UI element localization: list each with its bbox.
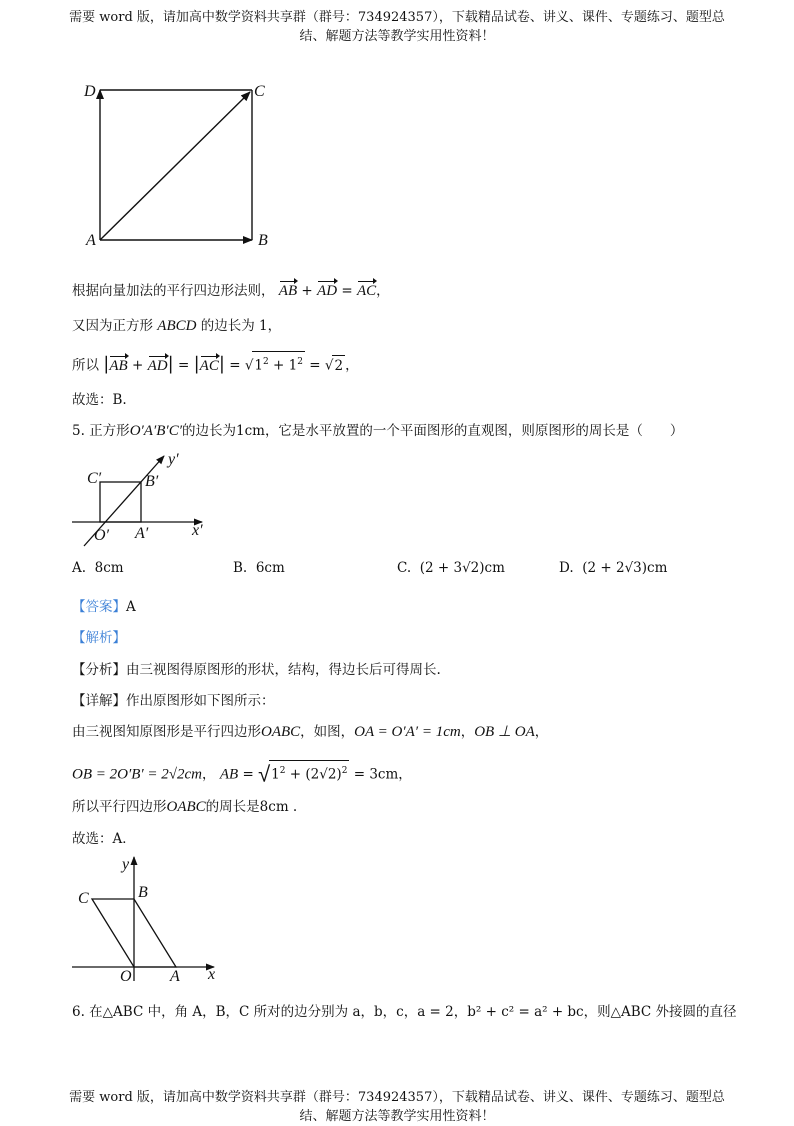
- q6-stem: 6. 在△ABC 中，角 A，B，C 所对的边分别为 a，b，c，a = 2，b² + c² = a² + bc，则△ABC 外接圆的直径: [72, 1004, 737, 1020]
- label-a: A: [86, 232, 96, 249]
- q4-answer: 故选：B.: [72, 392, 127, 408]
- label-a: A: [170, 968, 180, 985]
- header-line-1: 需要 word 版，请加高中数学资料共享群（群号：734924357），下载精品试卷、讲义、课件、专题练习、题型总: [69, 10, 725, 25]
- label-x: x: [208, 966, 216, 983]
- figure-parallelogram: [72, 855, 222, 985]
- solution-line-1: 由三视图知原图形是平行四边形OABC，如图，OA = O′A′ = 1cm，OB ⊥ OA，: [72, 724, 549, 740]
- figure-oblique-square: [72, 450, 222, 550]
- vector-ac-text: AC: [356, 283, 377, 299]
- label-x-prime: x′: [192, 522, 203, 539]
- label-c: C: [78, 890, 89, 907]
- label-a-prime: A′: [135, 525, 149, 542]
- label-y: y: [122, 856, 130, 873]
- label-b-prime: B′: [145, 473, 159, 490]
- label-y-prime: y′: [168, 451, 179, 468]
- label-o: O: [120, 968, 132, 985]
- vector-ac: [100, 92, 250, 240]
- footer-line-2: 结、解题方法等教学实用性资料！: [299, 1109, 495, 1124]
- choose-line: 故选：A．: [72, 831, 136, 847]
- fenxi-line: 【分析】由三视图得原图形的形状，结构，得边长后可得周长.: [72, 662, 441, 678]
- footer-line-1: 需要 word 版，请加高中数学资料共享群（群号：734924357），下载精品试卷、讲义、课件、专题练习、题型总: [69, 1090, 725, 1105]
- answer-line: 【答案】A: [72, 599, 136, 615]
- label-o-prime: O′: [94, 527, 110, 544]
- option-c[interactable]: C. (2 + 3√2)cm: [397, 560, 505, 576]
- label-d: D: [84, 83, 96, 100]
- xiangjie-line: 【详解】作出原图形如下图所示：: [72, 693, 275, 709]
- solution-line-2: OB = 2O′B′ = 2√2cm， AB = $√1^2 + (2√2)^2 = 3cm$，: [72, 760, 412, 786]
- analysis-line: [72, 628, 126, 648]
- option-d[interactable]: D. (2 + 2√3)cm: [559, 560, 668, 576]
- q4-line-1: 根据向量加法的平行四边形法则， AB + AD = AC，: [72, 283, 390, 299]
- label-b: B: [258, 232, 268, 249]
- figure-square-vectors: [80, 80, 280, 255]
- solution-line-3: 所以平行四边形OABC的周长是8cm .: [72, 799, 298, 815]
- q4-line-2: 又因为正方形 ABCD 的边长为 1，: [72, 318, 282, 334]
- footer-banner: [0, 1088, 794, 1126]
- header-line-2: 结、解题方法等教学实用性资料！: [299, 29, 495, 44]
- analysis-tag: 【解析】: [72, 630, 126, 646]
- option-b[interactable]: B. 6cm: [233, 560, 285, 576]
- vector-ad-text: AD: [317, 283, 338, 299]
- label-c-prime: C′: [87, 470, 102, 487]
- vector-ab-text: AB: [278, 283, 298, 299]
- q4-line-3: 所以 $|AB + AD| = |AC| = √1^2 + 1^2 = √2$ ，: [72, 351, 359, 376]
- option-a[interactable]: A. 8cm: [72, 560, 124, 576]
- q5-stem: 5. 正方形O′A′B′C′的边长为1cm，它是水平放置的一个平面图形的直观图，则原图形的周长是（ ）: [72, 423, 684, 439]
- label-c: C: [254, 83, 265, 100]
- label-b: B: [138, 884, 148, 901]
- header-banner: [0, 8, 794, 46]
- answer-tag: 【答案】: [72, 599, 126, 615]
